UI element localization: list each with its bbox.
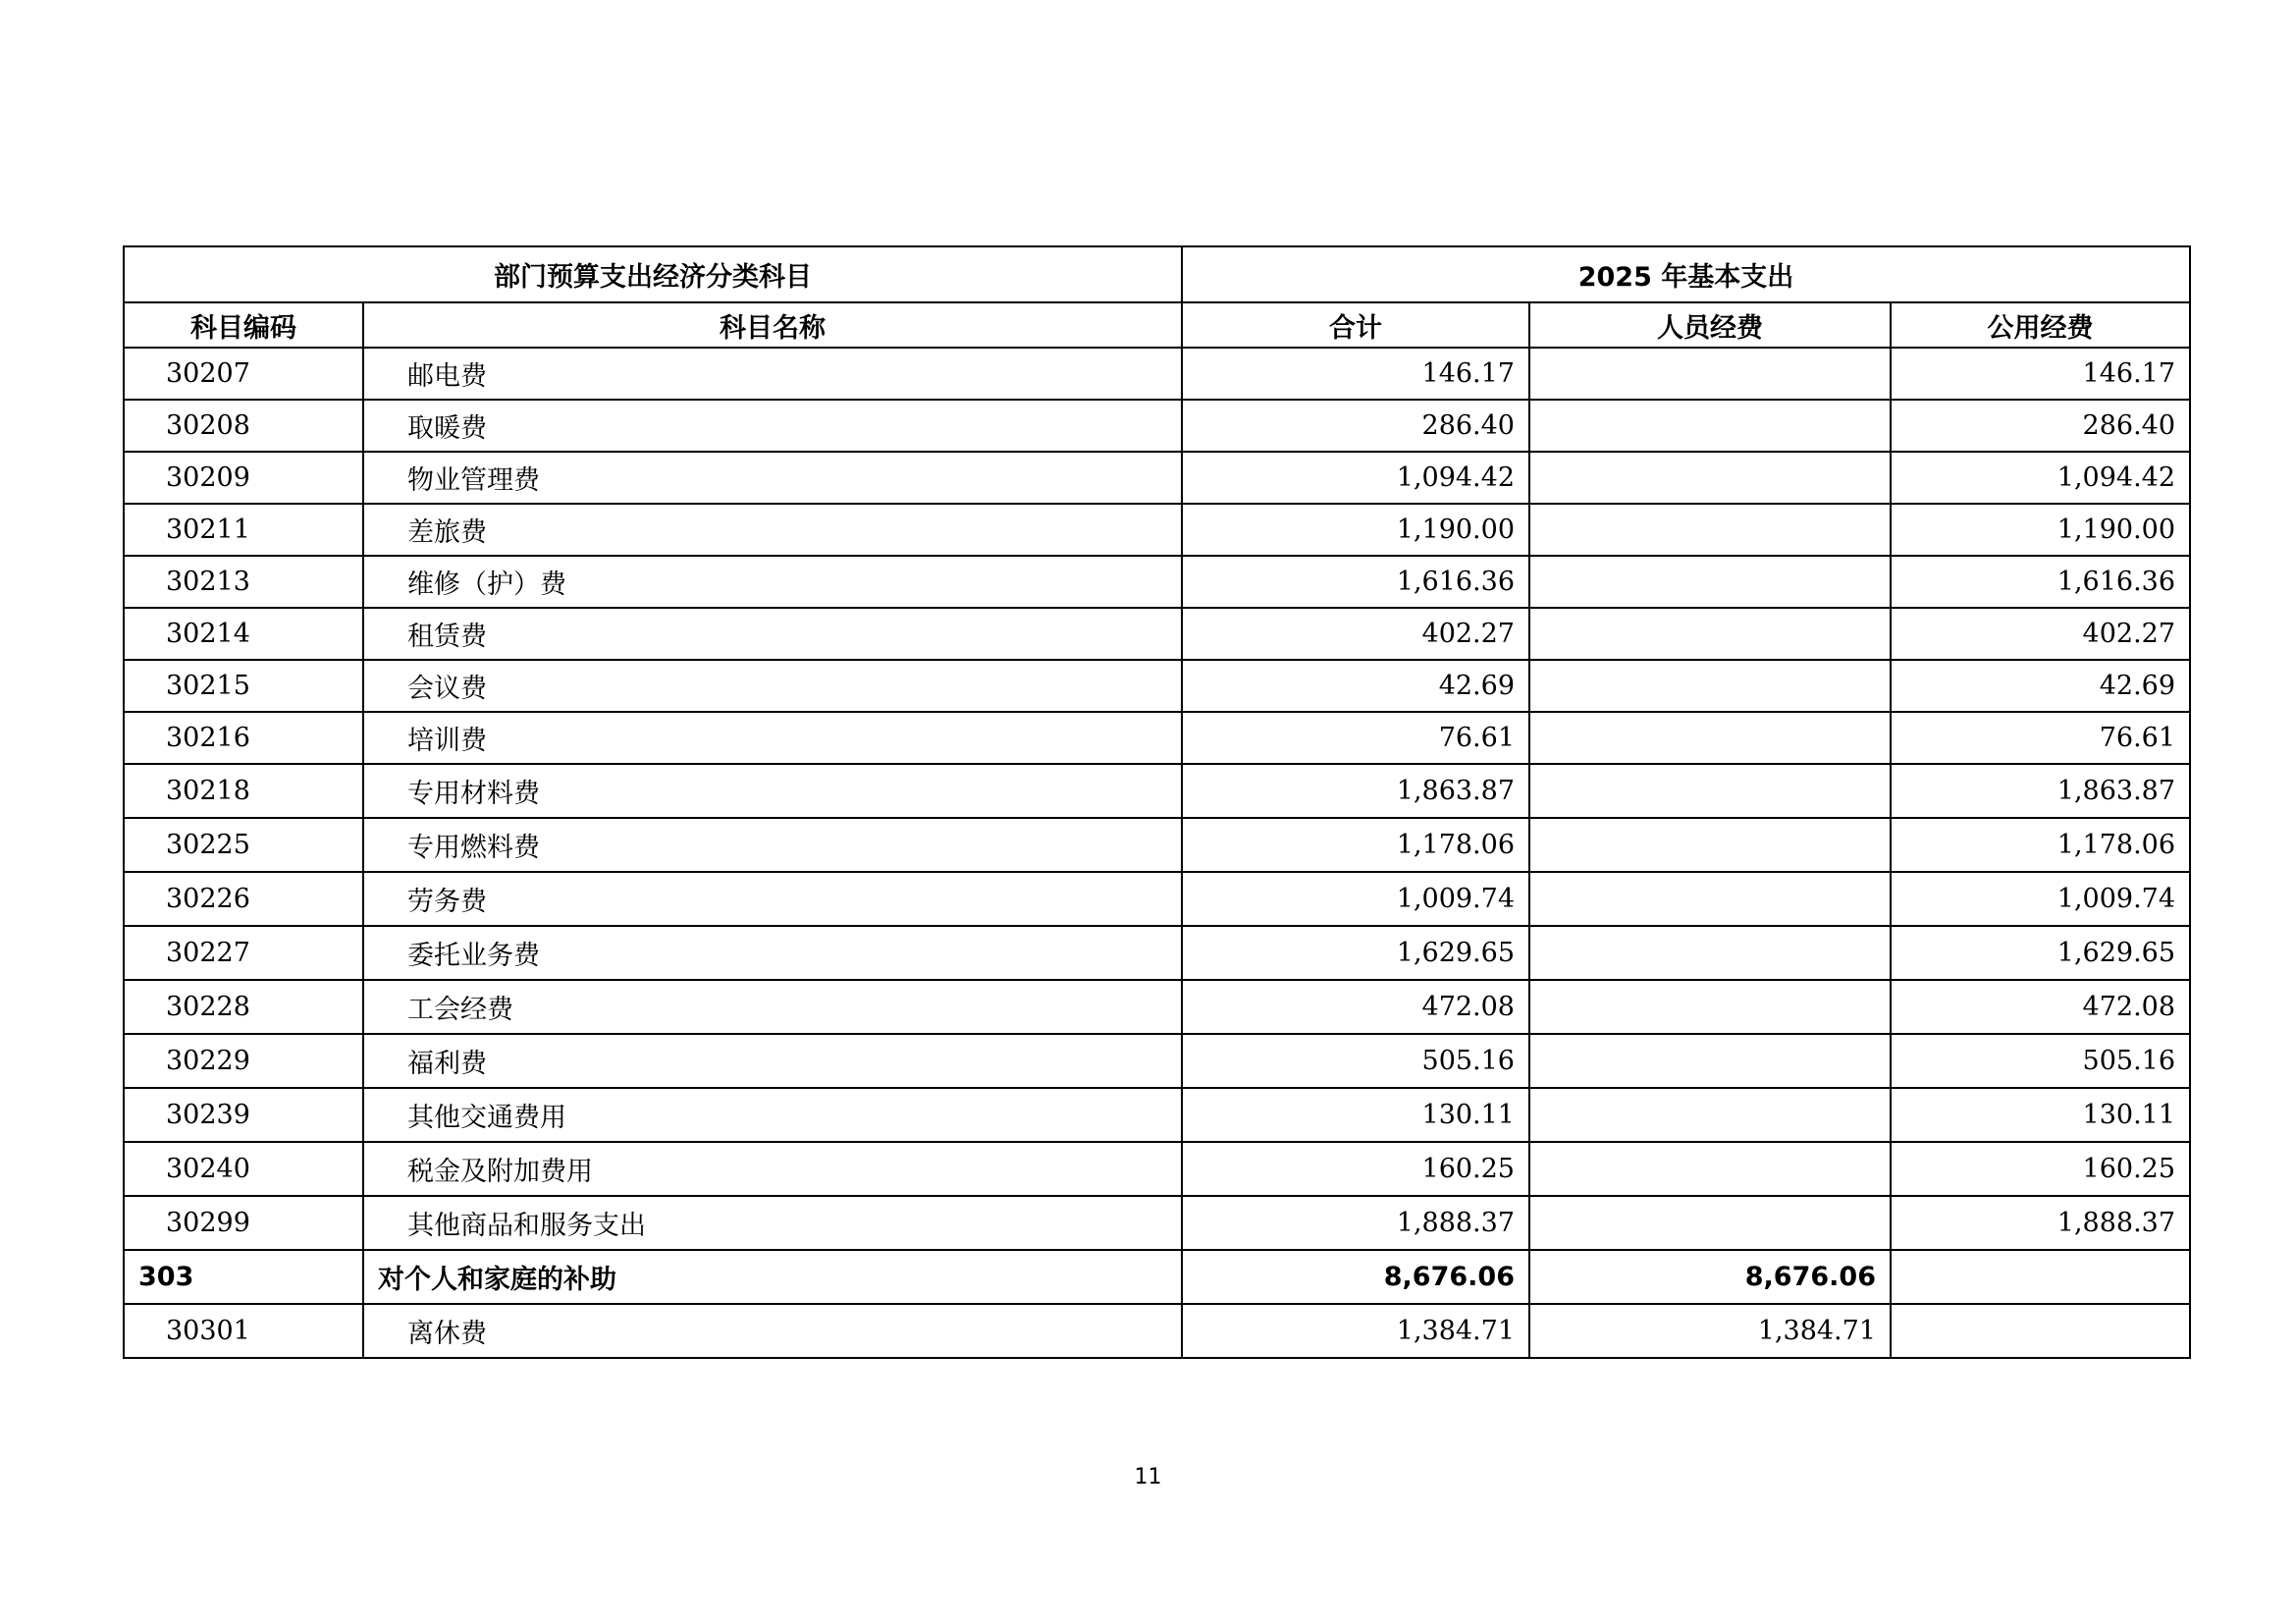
cell-public: 76.61 [1891, 712, 2190, 764]
header-group-basic-expenditure: 2025 年基本支出 [1182, 246, 2190, 302]
cell-total: 1,009.74 [1182, 872, 1529, 926]
cell-name: 取暖费 [363, 400, 1182, 452]
cell-personnel [1529, 400, 1891, 452]
table-row [124, 712, 2190, 764]
cell-personnel [1529, 712, 1891, 764]
table-row [124, 1088, 2190, 1142]
cell-total: 42.69 [1182, 660, 1529, 712]
cell-code: 30226 [124, 872, 363, 926]
cell-name: 培训费 [363, 712, 1182, 764]
cell-total: 1,888.37 [1182, 1196, 1529, 1250]
table-row [124, 556, 2190, 608]
table-row [124, 452, 2190, 504]
cell-total: 1,384.71 [1182, 1304, 1529, 1358]
cell-total: 1,178.06 [1182, 818, 1529, 872]
cell-personnel [1529, 1034, 1891, 1088]
cell-personnel [1529, 660, 1891, 712]
table-row [124, 1142, 2190, 1196]
cell-public: 42.69 [1891, 660, 2190, 712]
cell-public [1891, 1304, 2190, 1358]
cell-code: 30301 [124, 1304, 363, 1358]
cell-personnel [1529, 556, 1891, 608]
cell-name: 福利费 [363, 1034, 1182, 1088]
cell-personnel [1529, 872, 1891, 926]
cell-public: 505.16 [1891, 1034, 2190, 1088]
cell-public: 286.40 [1891, 400, 2190, 452]
cell-public: 146.17 [1891, 348, 2190, 400]
cell-code: 30239 [124, 1088, 363, 1142]
cell-code: 30240 [124, 1142, 363, 1196]
column-header-total: 合计 [1182, 302, 1529, 348]
cell-public: 1,616.36 [1891, 556, 2190, 608]
cell-name: 委托业务费 [363, 926, 1182, 980]
page-number: 11 [1134, 1465, 1162, 1489]
budget-expenditure-table [123, 245, 2191, 1359]
cell-code: 30299 [124, 1196, 363, 1250]
cell-personnel: 8,676.06 [1529, 1250, 1891, 1304]
cell-personnel [1529, 608, 1891, 660]
cell-total: 130.11 [1182, 1088, 1529, 1142]
table-row [124, 926, 2190, 980]
cell-code: 30215 [124, 660, 363, 712]
cell-personnel [1529, 504, 1891, 556]
cell-total: 160.25 [1182, 1142, 1529, 1196]
cell-name: 专用燃料费 [363, 818, 1182, 872]
table-row [124, 1304, 2190, 1358]
cell-personnel [1529, 348, 1891, 400]
column-header-name: 科目名称 [363, 302, 1182, 348]
cell-code: 30213 [124, 556, 363, 608]
cell-public: 1,629.65 [1891, 926, 2190, 980]
cell-public: 1,178.06 [1891, 818, 2190, 872]
cell-name: 工会经费 [363, 980, 1182, 1034]
cell-total: 505.16 [1182, 1034, 1529, 1088]
cell-name: 差旅费 [363, 504, 1182, 556]
cell-name: 维修（护）费 [363, 556, 1182, 608]
cell-code: 30228 [124, 980, 363, 1034]
cell-personnel [1529, 1142, 1891, 1196]
cell-public: 1,863.87 [1891, 764, 2190, 818]
column-header-public: 公用经费 [1891, 302, 2190, 348]
cell-name: 其他商品和服务支出 [363, 1196, 1182, 1250]
cell-name: 其他交通费用 [363, 1088, 1182, 1142]
cell-public: 1,094.42 [1891, 452, 2190, 504]
cell-personnel: 1,384.71 [1529, 1304, 1891, 1358]
cell-code: 30211 [124, 504, 363, 556]
cell-code: 30207 [124, 348, 363, 400]
cell-name: 会议费 [363, 660, 1182, 712]
cell-total: 472.08 [1182, 980, 1529, 1034]
cell-public: 1,190.00 [1891, 504, 2190, 556]
cell-total: 1,863.87 [1182, 764, 1529, 818]
cell-public: 130.11 [1891, 1088, 2190, 1142]
table-row [124, 660, 2190, 712]
cell-code: 30216 [124, 712, 363, 764]
cell-personnel [1529, 452, 1891, 504]
table-row [124, 980, 2190, 1034]
table-body [124, 348, 2190, 1358]
header-row-columns [124, 302, 2190, 348]
cell-personnel [1529, 818, 1891, 872]
cell-code: 30209 [124, 452, 363, 504]
table-row [124, 1034, 2190, 1088]
cell-code: 30229 [124, 1034, 363, 1088]
cell-public: 472.08 [1891, 980, 2190, 1034]
column-header-code: 科目编码 [124, 302, 363, 348]
table-row [124, 348, 2190, 400]
table-row [124, 504, 2190, 556]
table-row [124, 1250, 2190, 1304]
cell-name: 物业管理费 [363, 452, 1182, 504]
cell-code: 30218 [124, 764, 363, 818]
cell-code: 303 [124, 1250, 363, 1304]
cell-total: 1,190.00 [1182, 504, 1529, 556]
cell-total: 402.27 [1182, 608, 1529, 660]
cell-code: 30208 [124, 400, 363, 452]
table-row [124, 1196, 2190, 1250]
cell-personnel [1529, 1088, 1891, 1142]
table-row [124, 608, 2190, 660]
table-row [124, 764, 2190, 818]
table-row [124, 818, 2190, 872]
cell-name: 专用材料费 [363, 764, 1182, 818]
cell-code: 30214 [124, 608, 363, 660]
cell-name: 劳务费 [363, 872, 1182, 926]
cell-name: 税金及附加费用 [363, 1142, 1182, 1196]
cell-total: 1,629.65 [1182, 926, 1529, 980]
cell-name: 邮电费 [363, 348, 1182, 400]
cell-code: 30227 [124, 926, 363, 980]
cell-personnel [1529, 1196, 1891, 1250]
cell-total: 76.61 [1182, 712, 1529, 764]
table-row [124, 400, 2190, 452]
cell-total: 286.40 [1182, 400, 1529, 452]
cell-public: 1,009.74 [1891, 872, 2190, 926]
cell-code: 30225 [124, 818, 363, 872]
cell-total: 146.17 [1182, 348, 1529, 400]
cell-total: 1,616.36 [1182, 556, 1529, 608]
cell-total: 1,094.42 [1182, 452, 1529, 504]
cell-public [1891, 1250, 2190, 1304]
cell-name: 离休费 [363, 1304, 1182, 1358]
cell-public: 1,888.37 [1891, 1196, 2190, 1250]
header-group-economic-classification: 部门预算支出经济分类科目 [124, 246, 1182, 302]
column-header-personnel: 人员经费 [1529, 302, 1891, 348]
cell-public: 402.27 [1891, 608, 2190, 660]
cell-personnel [1529, 926, 1891, 980]
cell-name: 对个人和家庭的补助 [363, 1250, 1182, 1304]
table-row [124, 872, 2190, 926]
cell-total: 8,676.06 [1182, 1250, 1529, 1304]
cell-public: 160.25 [1891, 1142, 2190, 1196]
header-row-group [124, 246, 2190, 302]
cell-personnel [1529, 764, 1891, 818]
cell-name: 租赁费 [363, 608, 1182, 660]
cell-personnel [1529, 980, 1891, 1034]
